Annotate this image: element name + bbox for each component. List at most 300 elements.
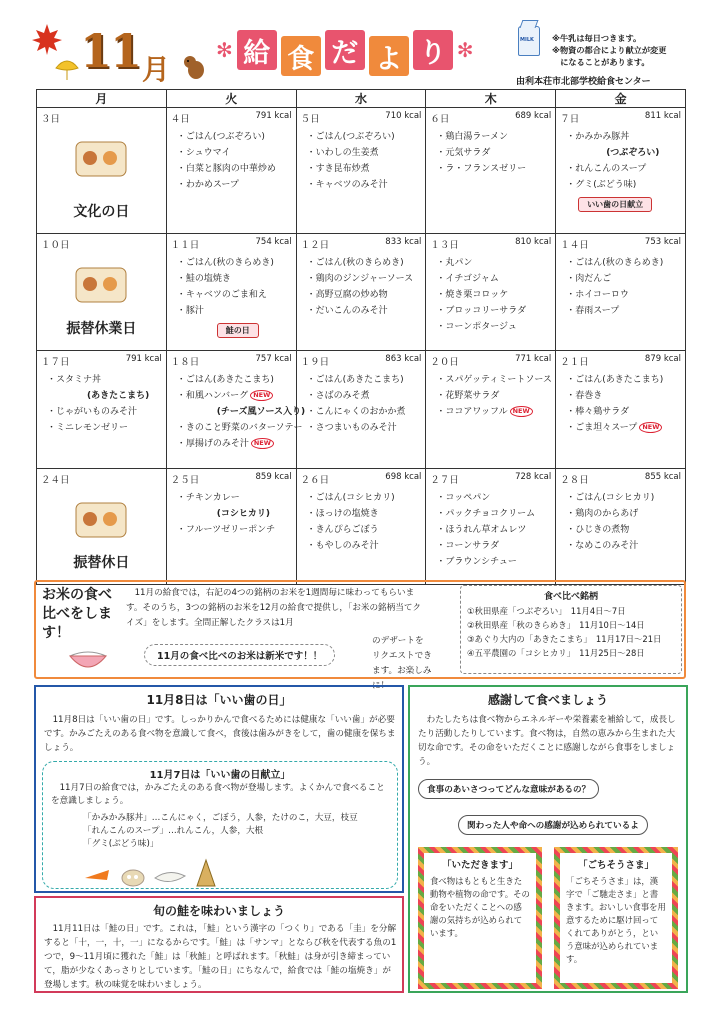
menu-item-text: (つぶぞろい) [606, 148, 660, 158]
menu-item [436, 372, 551, 388]
day-label: ２０日 [430, 357, 459, 368]
teeth-title: 11月8日は「いい歯の日」 [146, 693, 292, 707]
menu-item [436, 522, 551, 538]
day-header [301, 354, 422, 368]
calendar-day-cell [426, 469, 556, 585]
day-header [560, 472, 681, 486]
holiday-illustration-icon [66, 132, 136, 182]
calendar-day-cell [296, 234, 426, 351]
menu-item-text: もやしのみそ汁 [315, 541, 379, 551]
menu-item-text: コーンサラダ [445, 541, 500, 551]
holiday-illustration-icon [66, 493, 136, 543]
menu-item-text: 和風ハンバーグ [185, 391, 249, 401]
kcal-label: 855 kcal [644, 472, 681, 482]
day-label: ２４日 [41, 475, 70, 486]
day-header [171, 472, 292, 486]
menu-item [177, 420, 303, 436]
calendar-day-cell [556, 234, 686, 351]
menu-item-text: ひじきの煮物 [575, 525, 630, 535]
new-badge: NEW [250, 390, 273, 401]
menu-item-text: スパゲッティミートソース [445, 375, 552, 385]
menu-item-text: 春巻き [575, 391, 603, 401]
day-header [560, 354, 681, 368]
menu-item [177, 161, 292, 177]
menu-item-text: ラ・フランスゼリー [445, 164, 527, 174]
ginkgo-leaf-icon [54, 58, 80, 82]
menu-list [430, 372, 551, 420]
menu-item-text: フルーツゼリーポンチ [185, 525, 276, 535]
menu-item-text: 肉だんご [575, 274, 612, 284]
calendar-day-cell [166, 108, 296, 234]
menu-item-text: 厚揚げのみそ汁 [185, 439, 249, 449]
menu-item [177, 404, 306, 420]
kcal-label: 689 kcal [515, 111, 552, 121]
kcal-label: 791 kcal [255, 111, 292, 121]
menu-calendar [36, 89, 686, 585]
menu-item-text: だいこんのみそ汁 [315, 306, 388, 316]
day-header [301, 111, 422, 125]
menu-item-text: パックチョコクリーム [445, 509, 536, 519]
gochisousama-frame [554, 847, 678, 989]
menu-item-text: わかめスープ [185, 180, 239, 190]
menu-item-text: (あきたこまち) [87, 391, 150, 401]
menu-list [560, 255, 681, 319]
day-header [41, 111, 162, 125]
kcal-label: 791 kcal [125, 354, 162, 364]
menu-item [177, 177, 292, 193]
gochisousama-title: 「ごちそうさま」 [577, 860, 654, 871]
menu-item [436, 319, 551, 335]
day-label: ４日 [170, 114, 190, 125]
menu-list [560, 490, 681, 554]
menu-item-text: チキンカレー [185, 493, 240, 503]
menu-item [47, 404, 162, 420]
kcal-label: 863 kcal [385, 354, 422, 364]
compare-title: 食べ比べ銘柄 [543, 592, 598, 602]
title-char: 給 [237, 30, 277, 70]
day-label: １１日 [170, 240, 200, 251]
itadakimasu-frame [418, 847, 542, 989]
menu-item [566, 420, 681, 436]
teeth-body: 11月8日は「いい歯の日」です。しっかりかんで食べるためには健康な「いい歯」が必要です。かみごたえのある食べ物を意識して食べ，食後は歯みがきをして，歯の健康を保ちましょう。 [44, 715, 396, 753]
compare-item: ②秋田県産「秋のきらめき」 11月10日～14日 [467, 620, 645, 630]
thanks-title: 感謝して食べましょう [487, 693, 608, 707]
menu-item-text: 白菜と豚肉の中華炒め [185, 164, 276, 174]
menu-item [307, 161, 422, 177]
menu-item [177, 490, 292, 506]
weekday-header: 水 [296, 90, 426, 108]
ingredient-line: 「グミ(ぶどう味)」 [83, 839, 159, 849]
menu-item-text: ブラウンシチュー [445, 557, 517, 567]
itadakimasu-title: 「いただきます」 [441, 860, 518, 871]
menu-list [560, 372, 681, 436]
menu-item [177, 303, 292, 319]
day-label: １７日 [41, 357, 70, 368]
teeth-section [34, 685, 404, 893]
menu-item [566, 404, 681, 420]
menu-item-text: シュウマイ [185, 148, 231, 158]
thanks-body: わたしたちは食べ物からエネルギーや栄養素を補給して，成長したり活動したりしています。食べ物は，自然の恵みから生まれた大切な命です。その命をいただくことに感謝しながら食事をしましょう。 [418, 715, 676, 767]
gochisousama-body: 「ごちそうさま」は，漢字で「ご馳走さま」と書きます。おいしい食事を用意するために駆け回ってくれてありがとう，という意味が込められています。 [566, 876, 666, 964]
note-line: ※牛乳は毎日つきます。 [552, 33, 642, 43]
menu-item-text: ごはん(つぶぞろい) [185, 132, 265, 142]
menu-list [171, 129, 292, 193]
teeth-menu-box [42, 761, 398, 889]
menu-item [307, 129, 422, 145]
menu-list [430, 490, 551, 570]
menu-item [177, 255, 292, 271]
day-header [41, 237, 162, 251]
calendar-day-cell [296, 108, 426, 234]
menu-item-text: ごはん(つぶぞろい) [315, 132, 395, 142]
day-label: ２７日 [430, 475, 459, 486]
note-line: ※物資の都合により献立が変更 [552, 45, 667, 55]
calendar-day-cell [166, 351, 306, 469]
menu-item [436, 129, 551, 145]
rice-section [34, 580, 686, 691]
day-header [301, 472, 422, 486]
special-menu-tag: 鮭の日 [217, 323, 259, 338]
menu-item [436, 145, 551, 161]
menu-list [171, 490, 292, 538]
salmon-body: 11月11日は「鮭の日」です。これは，「鮭」という漢字の「つくり」である「圭」を分解すると「十，一，十，一」になるからです。「鮭」は「サンマ」とならび秋を代表する魚の1つで，9～11月頃に獲れた「鮭」は「秋鮭」と呼ばれます。「秋鮭」は身が引き締まっていて，脂が少なくあっさりとしています。「鮭の日」にちなんで，給食では「鮭の塩焼き」が登場します。秋の味覚を味わいましょう。 [44, 924, 397, 990]
menu-item [566, 287, 681, 303]
kcal-label: 833 kcal [385, 237, 422, 247]
menu-item [566, 129, 681, 145]
menu-list [301, 255, 422, 319]
day-header [430, 237, 551, 251]
menu-item [436, 271, 551, 287]
menu-item-text: ごま坦々スープ [575, 423, 638, 433]
menu-item [436, 538, 551, 554]
title-char: だ [325, 30, 365, 70]
menu-item [566, 490, 681, 506]
kcal-label: 757 kcal [255, 354, 292, 364]
maple-leaf-icon [30, 22, 64, 56]
menu-item [307, 388, 422, 404]
menu-item [47, 388, 162, 404]
menu-item [566, 303, 681, 319]
month-suffix: 月 [142, 53, 171, 86]
milk-carton-icon [518, 26, 540, 56]
menu-item [177, 436, 292, 452]
vegetables-illustration [83, 858, 217, 888]
menu-item-text: キャベツのみそ汁 [315, 180, 388, 190]
day-label: ２６日 [300, 475, 330, 486]
menu-item [566, 372, 681, 388]
menu-item [566, 538, 681, 554]
menu-item [436, 506, 551, 522]
flower-icon: ✻ [456, 38, 474, 62]
calendar-day-cell [37, 108, 167, 234]
menu-item-text: ごはん(コシヒカリ) [575, 493, 655, 503]
center-name: 由利本荘市北部学校給食センター [516, 77, 651, 87]
menu-item-text: いわしの生姜煮 [315, 148, 379, 158]
menu-item-text: ごはん(秋のきらめき) [315, 258, 404, 268]
menu-item-text: 鮭の塩焼き [185, 274, 231, 284]
menu-item [566, 271, 681, 287]
menu-item [307, 145, 422, 161]
menu-item [177, 129, 292, 145]
kcal-label: 811 kcal [644, 111, 681, 121]
menu-item [566, 388, 681, 404]
menu-item-text: きのこと野菜のバターソテー [185, 423, 303, 433]
menu-item [566, 161, 681, 177]
day-label: ２８日 [560, 475, 589, 486]
title-char: よ [369, 36, 409, 76]
menu-item-text: 元気サラダ [445, 148, 491, 158]
calendar-day-cell [296, 469, 426, 585]
menu-list [301, 490, 422, 554]
weekday-header: 火 [166, 90, 296, 108]
menu-list [171, 372, 306, 452]
day-header [430, 354, 551, 368]
weekday-header: 木 [426, 90, 556, 108]
new-badge: NEW [639, 422, 662, 433]
day-header [430, 111, 551, 125]
calendar-day-cell [296, 351, 426, 469]
menu-list [301, 372, 422, 436]
menu-item-text: ごはん(あきたこまち) [575, 375, 664, 385]
menu-item-text: ごはん(コシヒカリ) [315, 493, 395, 503]
menu-item-text: ごはん(あきたこまち) [185, 375, 274, 385]
menu-item [177, 388, 292, 404]
menu-item [566, 255, 681, 271]
menu-item [307, 522, 422, 538]
menu-item [436, 161, 551, 177]
menu-item [566, 145, 681, 161]
menu-item-text: ココアワッフル [445, 407, 508, 417]
menu-item [177, 271, 292, 287]
milk-label: MILK [520, 37, 534, 43]
calendar-day-cell [37, 469, 167, 585]
header [30, 18, 700, 88]
menu-item [436, 554, 551, 570]
squirrel-icon [180, 52, 208, 80]
ingredient-line: 「かみかみ豚丼」…こんにゃく，ごぼう，人参，たけのこ，大豆，枝豆 [83, 813, 358, 823]
menu-item [47, 372, 162, 388]
menu-item [307, 404, 422, 420]
day-label: １８日 [170, 357, 200, 368]
menu-item [307, 420, 422, 436]
thanks-section [408, 685, 688, 993]
menu-item-text: 焼き栗コロッケ [445, 290, 509, 300]
menu-item-text: (チーズ風ソース入り) [216, 407, 306, 417]
menu-item [436, 287, 551, 303]
rice-extra: のデザートをリクエストできます。お楽しみに！ [372, 636, 432, 691]
lotus-root-icon [121, 868, 145, 888]
calendar-day-cell [166, 469, 296, 585]
calendar-day-cell [556, 469, 686, 585]
holiday-illustration-icon [66, 258, 136, 308]
kcal-label: 754 kcal [255, 237, 292, 247]
ingredient-line: 「れんこんのスープ」…れんこん，人参，大根 [83, 826, 264, 836]
menu-item [307, 287, 422, 303]
menu-item [307, 372, 422, 388]
flower-icon: ✻ [216, 38, 233, 62]
compare-item: ④五平農園の「コシヒカリ」 11月25日～28日 [467, 648, 645, 658]
question-bubble: 食事のあいさつってどんな意味があるの？ [418, 779, 599, 799]
rice-bowl-icon [66, 644, 110, 674]
new-badge: NEW [251, 438, 274, 449]
day-label: １２日 [300, 240, 330, 251]
menu-item-text: ごはん(秋のきらめき) [575, 258, 664, 268]
kcal-label: 728 kcal [515, 472, 552, 482]
calendar-day-cell [166, 234, 296, 351]
menu-item-text: グミ(ぶどう味) [575, 180, 637, 190]
menu-item [177, 287, 292, 303]
menu-item [566, 522, 681, 538]
menu-item-text: 高野豆腐の炒め物 [315, 290, 388, 300]
day-label: ２５日 [170, 475, 200, 486]
menu-item-text: 鶏白湯ラーメン [445, 132, 508, 142]
menu-item-text: スタミナ丼 [56, 375, 102, 385]
menu-item [307, 506, 422, 522]
menu-item [307, 490, 422, 506]
menu-item [177, 506, 292, 522]
calendar-day-cell [556, 351, 686, 469]
menu-item-text: れんこんのスープ [575, 164, 647, 174]
menu-item-text: きんぴらごぼう [315, 525, 379, 535]
day-header [171, 354, 292, 368]
menu-item [436, 388, 551, 404]
menu-item [307, 271, 422, 287]
menu-list [171, 255, 292, 319]
rice-body: 11月の給食では，右記の4つの銘柄のお米を1週間毎に味わってもらいます。そのうち，3つの銘柄のお米を12月の給食で提供し，「お米の銘柄当てクイズ」をします。全問正解したクラスは1月 [126, 588, 422, 628]
notes [552, 32, 666, 68]
newsletter-title [216, 24, 474, 76]
weekday-header: 月 [37, 90, 167, 108]
title-char: 食 [281, 36, 321, 76]
menu-item-text: 花野菜サラダ [445, 391, 500, 401]
menu-item-text: コーンポタージュ [445, 322, 517, 332]
carrot-icon [83, 866, 113, 888]
menu-item [307, 303, 422, 319]
day-header [41, 354, 162, 368]
menu-item [566, 177, 681, 193]
teeth-menu-body: 11月7日の給食では，かみごたえのある食べ物が登場します。よくかんで食べることを意識しましょう。 [51, 783, 385, 806]
menu-item-text: ブロッコリーサラダ [445, 306, 527, 316]
holiday-name: 文化の日 [73, 204, 130, 220]
calendar-day-cell [37, 351, 167, 469]
menu-list [430, 255, 551, 335]
day-label: ６日 [430, 114, 450, 125]
menu-item-text: コッペパン [445, 493, 491, 503]
menu-list [301, 129, 422, 193]
menu-item [47, 420, 162, 436]
menu-item-text: 春雨スープ [575, 306, 620, 316]
menu-item-text: 鶏肉のからあげ [575, 509, 639, 519]
rice-title: お米の食べ比べをします！ [42, 587, 112, 641]
compare-item: ③あぐり大内の「あきたこまち」 11月17日～21日 [467, 634, 662, 644]
menu-item-text: (コシヒカリ) [216, 509, 271, 519]
title-char: り [413, 30, 453, 70]
menu-item [566, 506, 681, 522]
day-label: ３日 [41, 114, 61, 125]
calendar-day-cell [426, 234, 556, 351]
special-menu-tag: いい歯の日献立 [578, 197, 652, 212]
day-header [560, 237, 681, 251]
bamboo-shoot-icon [195, 858, 217, 888]
menu-item-text: じゃがいものみそ汁 [56, 407, 138, 417]
menu-item-text: キャベツのごま和え [185, 290, 267, 300]
kcal-label: 859 kcal [255, 472, 292, 482]
menu-item-text: ミニレモンゼリー [56, 423, 129, 433]
day-header [560, 111, 681, 125]
new-rice-bubble: 11月の食べ比べのお米は新米です！！ [144, 644, 335, 666]
day-label: １０日 [41, 240, 70, 251]
radish-icon [153, 864, 187, 888]
kcal-label: 710 kcal [385, 111, 422, 121]
calendar-day-cell [37, 234, 167, 351]
day-label: ７日 [560, 114, 580, 125]
day-header [430, 472, 551, 486]
compare-item: ①秋田県産「つぶぞろい」 11月4日～7日 [467, 606, 626, 616]
rice-compare-box [460, 585, 682, 674]
menu-list [41, 372, 162, 436]
menu-item-text: さばのみそ煮 [315, 391, 370, 401]
menu-list [560, 129, 681, 193]
calendar-day-cell [426, 108, 556, 234]
day-header [171, 111, 292, 125]
menu-item [177, 145, 292, 161]
menu-item [177, 522, 292, 538]
day-label: ２１日 [560, 357, 589, 368]
menu-item-text: さつまいものみそ汁 [315, 423, 397, 433]
menu-item-text: ほっけの塩焼き [315, 509, 379, 519]
day-label: １３日 [430, 240, 459, 251]
menu-item-text: ホイコーロウ [575, 290, 629, 300]
menu-item-text: すき昆布炒煮 [315, 164, 370, 174]
kcal-label: 698 kcal [385, 472, 422, 482]
new-badge: NEW [510, 406, 533, 417]
day-label: ５日 [300, 114, 320, 125]
salmon-title: 旬の鮭を味わいましょう [152, 904, 285, 918]
kcal-label: 810 kcal [515, 237, 552, 247]
menu-item-text: 豚汁 [185, 306, 204, 316]
holiday-name: 振替休日 [73, 555, 130, 571]
kcal-label: 879 kcal [644, 354, 681, 364]
menu-item-text: 丸パン [445, 258, 473, 268]
note-line: になることがあります。 [552, 57, 650, 67]
menu-item [436, 404, 551, 420]
holiday-name: 振替休業日 [66, 321, 137, 337]
day-label: １４日 [560, 240, 589, 251]
day-header [41, 472, 162, 486]
menu-list [430, 129, 551, 177]
menu-item-text: 鶏肉のジンジャーソース [315, 274, 414, 284]
weekday-header: 金 [556, 90, 686, 108]
calendar-day-cell [426, 351, 556, 469]
day-label: １９日 [300, 357, 330, 368]
menu-item [307, 538, 422, 554]
menu-item-text: 棒々鶏サラダ [575, 407, 630, 417]
menu-item-text: ごはん(あきたこまち) [315, 375, 404, 385]
kcal-label: 771 kcal [515, 354, 552, 364]
menu-item-text: こんにゃくのおかか煮 [315, 407, 406, 417]
calendar-day-cell [556, 108, 686, 234]
day-header [171, 237, 292, 251]
teeth-menu-title: 11月7日は「いい歯の日献立」 [149, 770, 291, 781]
menu-item [436, 255, 551, 271]
menu-item [307, 177, 422, 193]
menu-item [436, 490, 551, 506]
menu-item-text: ごはん(秋のきらめき) [185, 258, 274, 268]
answer-bubble: 関わった人や命への感謝が込められているよ [458, 815, 648, 835]
salmon-section [34, 896, 404, 993]
month-number: 11 [80, 24, 141, 78]
itadakimasu-body: 食べ物はもともと生きた動物や植物の命です。その命をいただくことへの感謝の気持ちが込められています。 [430, 876, 530, 938]
